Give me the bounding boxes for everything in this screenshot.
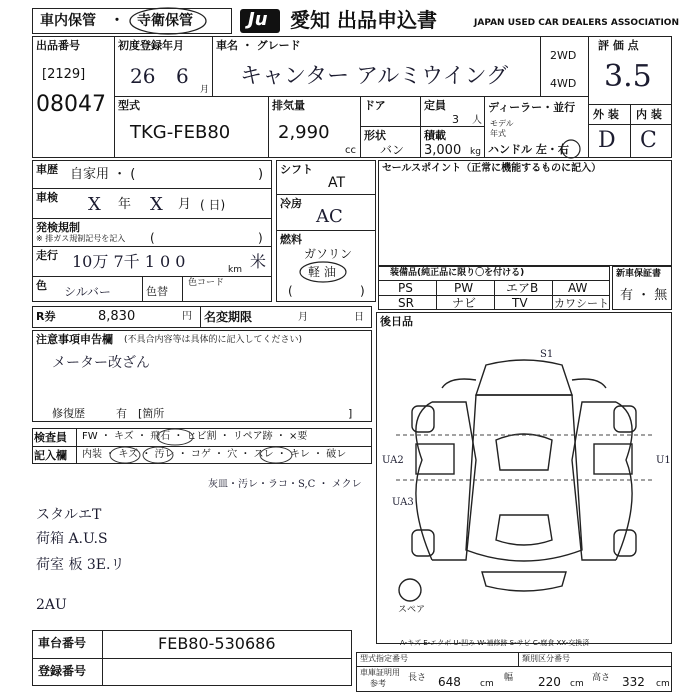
displacement-label: 排気量 xyxy=(272,99,305,112)
door-label: ドア xyxy=(364,99,386,112)
fuel-gasoline: ガソリン xyxy=(304,247,353,261)
color-change-label: 色替 xyxy=(146,285,168,298)
capacity-label: 定員 xyxy=(424,99,446,112)
load-value: 3,000 xyxy=(424,143,462,158)
drive-2wd: 2WD xyxy=(550,49,577,62)
mileage-label: 走行 xyxy=(36,249,58,262)
venue-indoor: 車内保管 xyxy=(40,13,96,29)
shift-label: シフト xyxy=(280,163,313,176)
score-exterior: D xyxy=(598,128,616,153)
warranty-label: 新車保証書 xyxy=(616,269,662,279)
registration-number-label: 登録番号 xyxy=(38,664,87,678)
equipment-seat: カワシート xyxy=(554,297,609,310)
mileage-unit: km xyxy=(228,265,242,275)
lot-bracket-number: [2129] xyxy=(42,67,86,82)
mileage-value: 10万 7千 1 0 0 xyxy=(72,252,186,271)
diagram-ua2: UA2 xyxy=(382,455,404,466)
vehicle-name: キャンター アルミウイング xyxy=(240,64,509,89)
page-title: 愛知 出品申込書 xyxy=(290,8,437,32)
registration-month-unit: 月 xyxy=(200,85,210,95)
history-value: 自家用 ・ ( xyxy=(70,167,136,182)
spec-length-label: 長さ xyxy=(408,673,427,683)
registration-label: 初度登録年月 xyxy=(118,39,184,52)
diagram-u1: U1 xyxy=(656,455,671,466)
diagram-legend: A-キズ E-エクボ U-凹み W-補修跡 S-サビ C-腐食 XX-交換済 xyxy=(400,639,590,647)
chassis-value: FEB80-530686 xyxy=(158,634,276,653)
vehicle-name-label: 車名 ・ グレード xyxy=(216,39,301,52)
shift-value: AT xyxy=(328,175,346,191)
notes-label: 注意事項申告欄 xyxy=(36,333,113,346)
history-label: 車歴 xyxy=(36,163,58,176)
spec-height: 332 xyxy=(622,675,645,689)
equipment-ps: PS xyxy=(398,281,413,295)
repair-close: ] xyxy=(348,407,353,420)
load-unit: kg xyxy=(470,147,481,157)
registration-month: 6 xyxy=(176,64,189,88)
car-diagram xyxy=(376,340,672,610)
lot-label: 出品番号 xyxy=(36,39,80,52)
spec-width-label: 幅 xyxy=(504,673,514,683)
lot-number: 08047 xyxy=(36,92,106,117)
score-interior-label: 内 装 xyxy=(636,108,662,121)
diagram-overlay-text: 灰皿・汚レ・ラコ・S,C ・ メクレ xyxy=(208,479,362,490)
notes-sub: (不具合内容等は具体的に記入してください) xyxy=(124,335,303,345)
spec-height-label: 高さ xyxy=(592,673,611,683)
inspection-month-mark: X xyxy=(150,194,163,215)
fuel-diesel: 軽 油 xyxy=(308,265,336,279)
recycle-label: R券 xyxy=(36,310,56,323)
model-year-unit: 年式 xyxy=(490,129,506,138)
inspection-day: ( 日) xyxy=(200,198,226,212)
association-name: JAPAN USED CAR DEALERS ASSOCIATION xyxy=(474,18,679,28)
dealer-label: ディーラー・並行 xyxy=(488,101,576,114)
diagram-spare: スペア xyxy=(398,605,426,615)
displacement-value: 2,990 xyxy=(278,122,330,143)
repair-value: 有 xyxy=(116,407,127,420)
spec-length-unit: cm xyxy=(480,679,494,689)
color-code-label: 色コード xyxy=(188,278,225,288)
inspector-label: 検査員 xyxy=(34,431,67,444)
remark-3: 荷室 板 3E.リ xyxy=(36,557,125,573)
capacity-unit: 人 xyxy=(472,115,482,126)
shape-label: 形状 xyxy=(364,129,386,142)
equipment-aw: AW xyxy=(568,281,588,295)
equipment-tv: TV xyxy=(512,296,528,310)
load-label: 積載 xyxy=(424,129,446,142)
diagram-ua3: UA3 xyxy=(392,497,414,508)
spec-width: 220 xyxy=(538,675,561,689)
handle-label: ハンドル 左・右 xyxy=(488,143,569,156)
spec-height-unit: cm xyxy=(656,679,670,689)
remark-4: 2AU xyxy=(36,597,67,613)
model-value: TKG-FEB80 xyxy=(130,122,231,143)
exhaust-sub: ※ 排ガス規制記号を記入 xyxy=(36,234,126,243)
history-close: ) xyxy=(258,167,264,182)
equipment-pw: PW xyxy=(454,281,474,295)
score-value: 3.5 xyxy=(604,59,652,94)
model-year-label: モデル xyxy=(490,119,514,128)
model-label: 型式 xyxy=(118,99,140,112)
registration-year: 26 xyxy=(130,64,156,88)
entry-marks: 内装 ・ キズ ・ 汚レ ・ コゲ ・ 穴 ・ スレ ・ キレ ・ 破レ xyxy=(82,449,347,460)
venue-dot: ・ xyxy=(110,13,124,29)
ac-value: AC xyxy=(316,206,343,227)
spec-garage-sub: 参考 xyxy=(370,679,386,688)
entry-label: 記入欄 xyxy=(34,449,67,462)
chassis-label: 車台番号 xyxy=(38,636,87,650)
recycle-amount: 8,830 xyxy=(98,309,136,324)
notes-handwritten: メーター改ざん xyxy=(52,355,150,371)
exhaust-close: ) xyxy=(258,231,263,245)
sales-points-label: セールスポイント（正常に機能するものに記入） xyxy=(382,163,602,174)
exhaust-label: 発検規制 xyxy=(36,221,80,234)
spec-width-unit: cm xyxy=(570,679,584,689)
inspection-year-unit: 年 xyxy=(118,197,132,212)
equipment-label: 装備品(純正品に限り〇を付ける) xyxy=(390,268,525,278)
ju-logo-text: Ju xyxy=(248,9,268,30)
fuel-close: ) xyxy=(360,284,365,298)
name-change-day: 日 xyxy=(354,312,364,323)
spec-type-number-label: 型式指定番号 xyxy=(360,654,408,663)
ac-label: 冷房 xyxy=(280,197,302,210)
spec-garage-label: 車庫証明用 xyxy=(360,668,400,677)
score-interior: C xyxy=(640,128,657,153)
shape-value: バン xyxy=(380,143,405,157)
remark-2: 荷箱 A.U.S xyxy=(36,531,108,547)
mileage-mark: 米 xyxy=(250,252,267,271)
color-value: シルバー xyxy=(64,285,111,299)
equipment-airbag: エアB xyxy=(506,281,539,295)
name-change-month: 月 xyxy=(298,312,308,323)
spec-length: 648 xyxy=(438,675,461,689)
color-label: 色 xyxy=(36,279,47,292)
inspection-month-unit: 月 xyxy=(178,197,192,212)
venue-outdoor: 寺衛保管 xyxy=(137,13,193,29)
equipment-sr: SR xyxy=(398,296,414,310)
fuel-open: ( xyxy=(288,284,293,298)
remark-1: スタルエT xyxy=(36,507,102,523)
diagram-s1: S1 xyxy=(540,349,554,360)
score-exterior-label: 外 装 xyxy=(593,108,619,121)
inspector-marks: FW ・ キズ ・ 飛石 ・ ヒビ割 ・ リペア跡 ・ ×要 xyxy=(82,431,308,442)
capacity-value: 3 xyxy=(452,113,459,126)
recycle-unit: 円 xyxy=(182,311,192,322)
name-change-label: 名変期限 xyxy=(204,310,253,324)
repair-label: 修復歴 xyxy=(52,407,85,420)
drive-4wd: 4WD xyxy=(550,77,577,90)
warranty-value: 有 ・ 無 xyxy=(620,288,668,303)
score-label: 評 価 点 xyxy=(598,39,639,52)
inspection-label: 車検 xyxy=(36,191,58,204)
exhaust-open: ( xyxy=(150,231,155,245)
repair-bracket: [箇所 xyxy=(138,407,165,420)
displacement-unit: cc xyxy=(345,145,356,156)
spec-class-number-label: 類別区分番号 xyxy=(522,654,570,663)
fuel-label: 燃料 xyxy=(280,233,302,246)
equipment-navi: ナビ xyxy=(452,296,477,310)
rear-seat-label: 後日品 xyxy=(380,315,413,328)
inspection-year-mark: X xyxy=(88,194,101,215)
